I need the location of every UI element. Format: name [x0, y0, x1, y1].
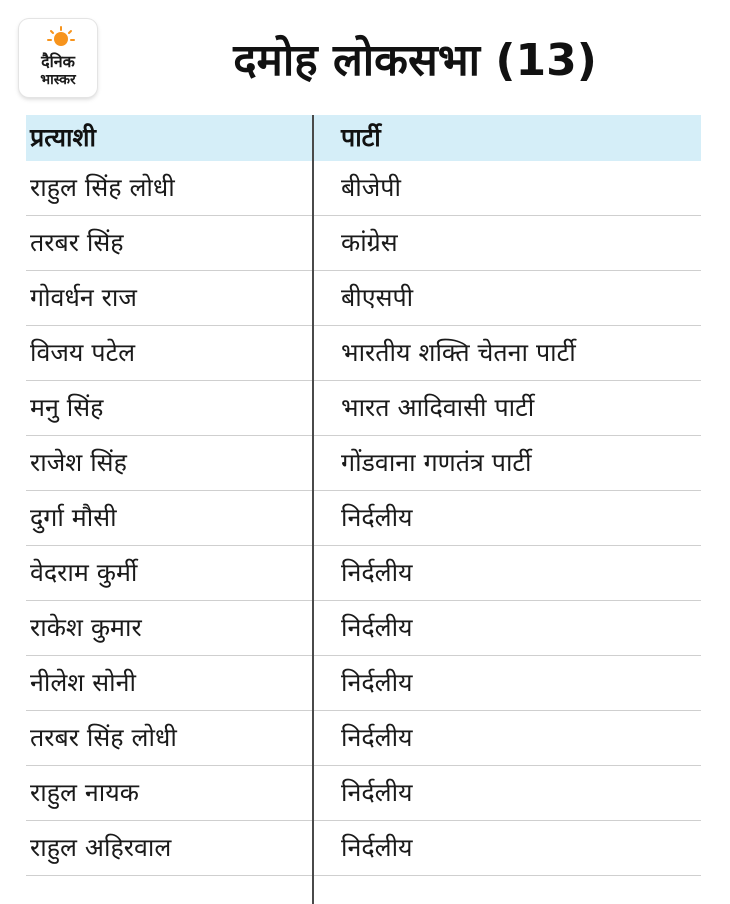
table-row [26, 271, 701, 326]
table-row [26, 656, 701, 711]
dainik-bhaskar-logo [19, 19, 97, 97]
party-name: बीजेपी [341, 173, 401, 202]
party-name: निर्दलीय [341, 613, 413, 642]
column-divider [312, 115, 314, 904]
candidate-name: राहुल सिंह लोधी [30, 173, 175, 202]
page-title: दमोह लोकसभा (13) [233, 35, 597, 86]
party-name: निर्दलीय [341, 503, 413, 532]
party-name: भारतीय शक्ति चेतना पार्टी [341, 338, 576, 367]
table-row [26, 821, 701, 876]
party-name: बीएसपी [341, 283, 414, 312]
table-row [26, 601, 701, 656]
candidates-table [26, 115, 701, 876]
candidate-name: मनु सिंह [30, 393, 104, 422]
header-party: पार्टी [341, 123, 381, 152]
candidate-name: राजेश सिंह [30, 448, 127, 477]
table-body [26, 161, 701, 876]
table-row [26, 216, 701, 271]
table-header [26, 115, 701, 161]
logo-text-dainik: दैनिक [41, 52, 75, 71]
header-candidate: प्रत्याशी [30, 123, 96, 152]
table-row [26, 711, 701, 766]
candidate-name: नीलेश सोनी [30, 668, 136, 697]
logo-text-bhaskar: भास्कर [40, 72, 76, 88]
candidate-name: गोवर्धन राज [30, 283, 137, 312]
table-row [26, 436, 701, 491]
table-row [26, 326, 701, 381]
candidate-name: तरबर सिंह [30, 228, 124, 257]
table-row [26, 161, 701, 216]
candidate-name: विजय पटेल [30, 338, 136, 367]
candidate-name: राकेश कुमार [30, 613, 142, 642]
party-name: निर्दलीय [341, 723, 413, 752]
party-name: निर्दलीय [341, 778, 413, 807]
party-name: निर्दलीय [341, 668, 413, 697]
candidate-name: राहुल अहिरवाल [30, 833, 172, 862]
party-name: गोंडवाना गणतंत्र पार्टी [341, 448, 532, 477]
table-row [26, 546, 701, 601]
table-row [26, 766, 701, 821]
table-row [26, 491, 701, 546]
party-name: भारत आदिवासी पार्टी [341, 393, 535, 422]
candidate-name: तरबर सिंह लोधी [30, 723, 177, 752]
candidate-name: वेदराम कुर्मी [30, 558, 138, 587]
party-name: कांग्रेस [341, 228, 398, 257]
candidate-name: दुर्गा मौसी [30, 503, 117, 532]
party-name: निर्दलीय [341, 833, 413, 862]
party-name: निर्दलीय [341, 558, 413, 587]
candidate-name: राहुल नायक [30, 778, 139, 807]
table-row [26, 381, 701, 436]
